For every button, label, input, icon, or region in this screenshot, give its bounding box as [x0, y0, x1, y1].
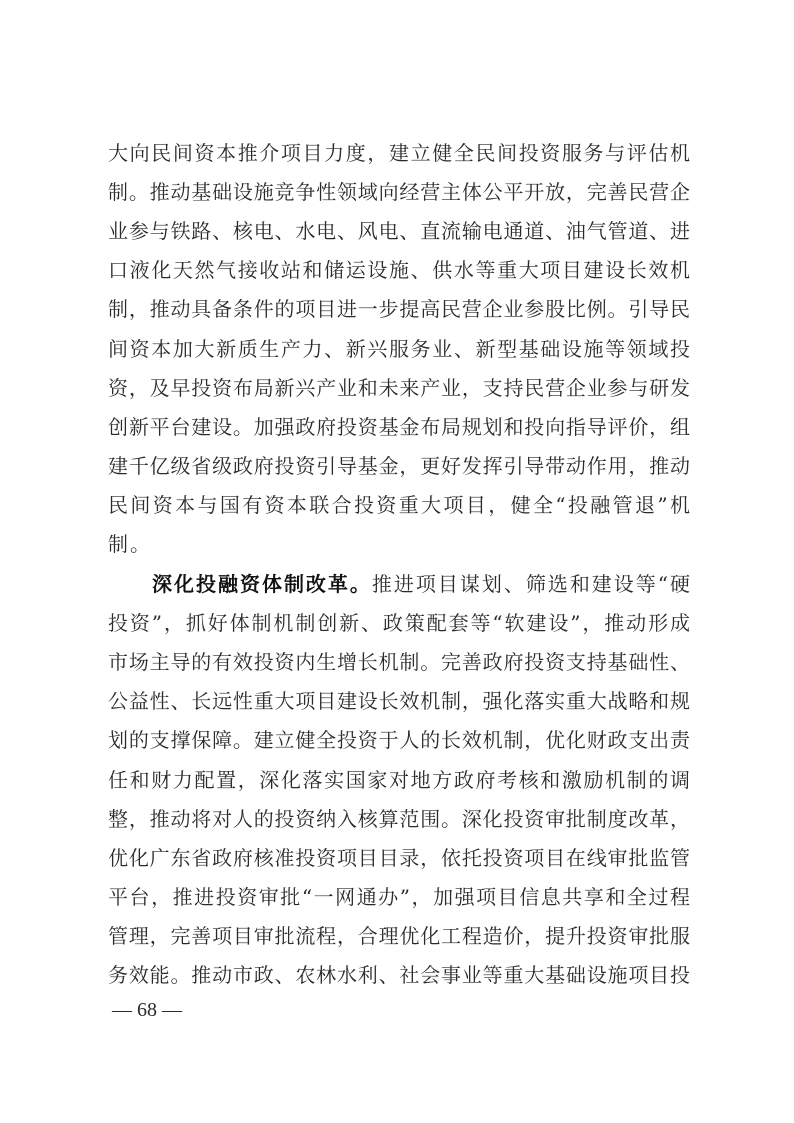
text-line: 口液化天然气接收站和储运设施、供水等重大项目建设长效机 — [108, 258, 690, 283]
text-line: 制。推动基础设施竞争性领域向经营主体公平开放，完善民营企 — [108, 180, 690, 205]
paragraph-heading: 深化投融资体制改革。 — [152, 572, 372, 596]
text-line: 务效能。推动市政、农林水利、社会事业等重大基础设施项目投 — [108, 963, 690, 987]
text-line: 间资本加大新质生产力、新兴服务业、新型基础设施等领域投 — [108, 336, 690, 361]
text-line: 划的支撑保障。建立健全投资于人的长效机制，优化财政支出责 — [108, 728, 690, 753]
page-number: — 68 — — [112, 999, 182, 1021]
text-line: 制，推动具备条件的项目进一步提高民营企业参股比例。引导民 — [108, 297, 690, 322]
text-line: 整，推动将对人的投资纳入核算范围。深化投资审批制度改革， — [108, 806, 690, 831]
text-line: 公益性、长远性重大项目建设长效机制，强化落实重大战略和规 — [108, 689, 690, 714]
text-line: 大向民间资本推介项目力度，建立健全民间投资服务与评估机 — [108, 141, 690, 165]
text-line: 市场主导的有效投资内生增长机制。完善政府投资支持基础性、 — [108, 650, 690, 675]
text-line: 优化广东省政府核准投资项目目录，依托投资项目在线审批监管 — [108, 845, 690, 870]
text-line: 民间资本与国有资本联合投资重大项目，健全“投融管退”机 — [108, 492, 690, 517]
text-line: 建千亿级省级政府投资引导基金，更好发挥引导带动作用，推动 — [108, 453, 690, 478]
paragraph-text: 推进项目谋划、筛选和建设等“硬 — [371, 572, 690, 596]
text-line: 管理，完善项目审批流程，合理优化工程造价，提升投资审批服 — [108, 923, 690, 948]
text-line: 平台，推进投资审批“一网通办”，加强项目信息共享和全过程 — [108, 884, 690, 909]
text-line: 任和财力配置，深化落实国家对地方政府考核和激励机制的调 — [108, 767, 690, 792]
text-line: 资，及早投资布局新兴产业和未来产业，支持民营企业参与研发 — [108, 375, 690, 400]
text-line: 制。 — [108, 532, 152, 556]
text-line: 业参与铁路、核电、水电、风电、直流输电通道、油气管道、进 — [108, 219, 690, 244]
text-line: 投资”，抓好体制机制创新、政策配套等“软建设”，推动形成 — [108, 611, 690, 636]
paragraph-2-first-line — [152, 570, 690, 598]
text-line: 创新平台建设。加强政府投资基金布局规划和投向指导评价，组 — [108, 414, 690, 439]
